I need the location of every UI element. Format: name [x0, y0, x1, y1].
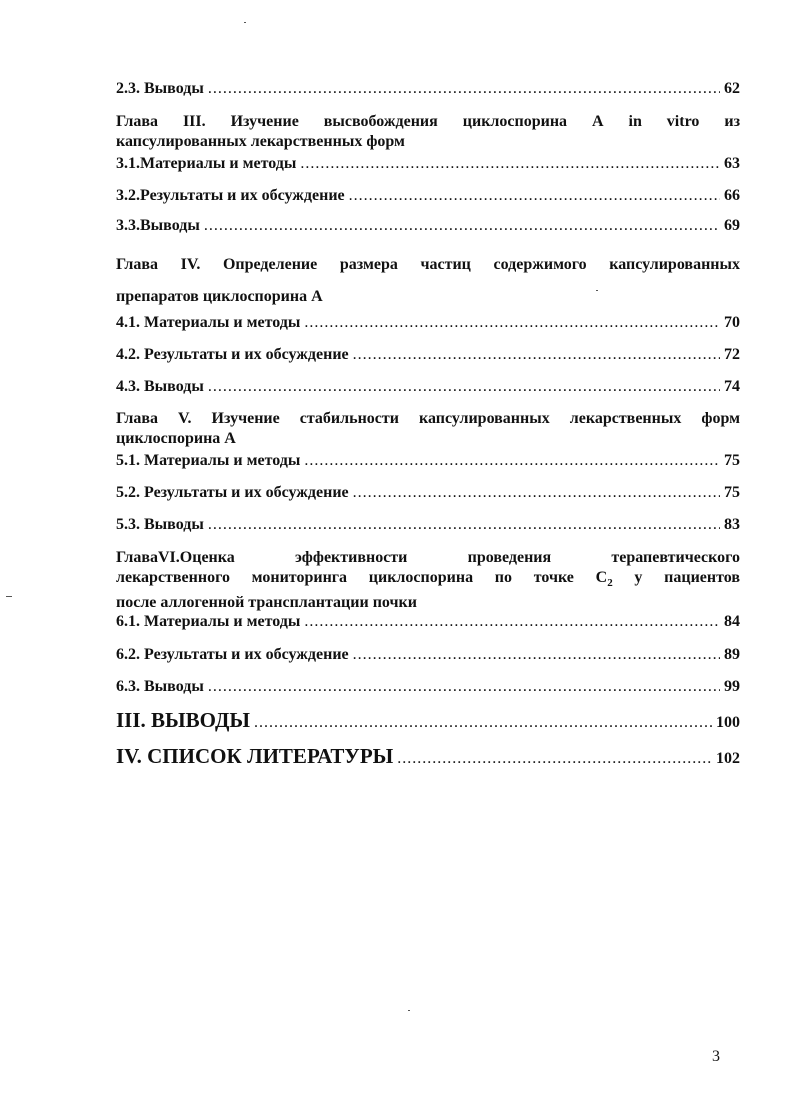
toc-entry-6-3: [116, 677, 740, 697]
dot-leader: [349, 186, 720, 206]
toc-entry-page: 100: [716, 714, 740, 731]
toc-entry-number: 3.1.: [116, 155, 140, 172]
chapter-3-line-1: Глава III. Изучение высвобождения циклоспорина А in vitro из: [116, 113, 740, 130]
chapter-4-line-1: Глава IV. Определение размера частиц содержимого капсулированных: [116, 256, 740, 273]
chapter-6-line-1: ГлаваVI.Оценка эффективности проведения терапевтического: [116, 549, 740, 566]
chapter-6-line-3: после аллогенной трансплантации почки: [116, 594, 417, 612]
toc-entry-page: 83: [724, 516, 740, 533]
dot-leader: [208, 515, 720, 535]
scan-speck: [244, 22, 246, 23]
toc-entry-3-2: [116, 186, 740, 206]
dot-leader: [397, 746, 712, 772]
dot-leader: [304, 313, 720, 333]
scan-speck: [408, 1010, 410, 1011]
toc-entry-label: IV. СПИСОК ЛИТЕРАТУРЫ: [116, 744, 394, 768]
toc-entry-label: 6.2. Результаты и их обсуждение: [116, 646, 349, 663]
toc-entry-number: 3.3.: [116, 217, 140, 234]
dot-leader: [300, 154, 720, 174]
dot-leader: [304, 451, 720, 471]
toc-entry-label: 2.3. Выводы: [116, 80, 204, 97]
toc-entry-page: 72: [724, 346, 740, 363]
toc-entry-3-3: [116, 216, 740, 236]
chapter-3-line-2: капсулированных лекарственных форм: [116, 133, 405, 150]
toc-entry-page: 66: [724, 187, 740, 204]
toc-entry-label: 5.2. Результаты и их обсуждение: [116, 484, 349, 501]
chapter-5-heading: [116, 409, 740, 449]
toc-entry-2-3: [116, 79, 740, 99]
toc-entry-page: 70: [724, 314, 740, 331]
toc-entry-4-1: [116, 313, 740, 333]
chapter-5-line-2: циклоспорина А: [116, 430, 236, 447]
chapter-6-line-2: [116, 568, 740, 593]
toc-entry-5-2: [116, 483, 740, 503]
toc-entry-label: 4.3. Выводы: [116, 378, 204, 395]
toc-entry-label: Выводы: [140, 217, 200, 234]
toc-entry-label: 5.3. Выводы: [116, 516, 204, 533]
toc-entry-label: 4.1. Материалы и методы: [116, 314, 301, 331]
toc-entry-label: Результаты и их обсуждение: [140, 187, 345, 204]
dot-leader: [353, 645, 720, 665]
toc-entry-page: 102: [716, 750, 740, 767]
toc-entry-page: 84: [724, 613, 740, 630]
toc-entry-label: III. ВЫВОДЫ: [116, 708, 251, 732]
scan-speck: [6, 596, 12, 597]
toc-entry-3-1: [116, 154, 740, 174]
toc-part-3: [116, 707, 740, 736]
toc-entry-label: 6.3. Выводы: [116, 678, 204, 695]
toc-entry-6-1: [116, 612, 740, 632]
chapter-5-line-1: Глава V. Изучение стабильности капсулированных лекарственных форм: [116, 410, 740, 427]
toc-entry-4-2: [116, 345, 740, 365]
toc-entry-page: 74: [724, 378, 740, 395]
dot-leader: [353, 345, 720, 365]
toc-entry-6-2: [116, 645, 740, 665]
chapter-4-line-2: препаратов циклоспорина А: [116, 288, 323, 305]
chapter-6-heading: [116, 548, 740, 613]
toc-entry-4-3: [116, 377, 740, 397]
subscript: 2: [607, 577, 613, 590]
dot-leader: [208, 377, 720, 397]
toc-part-4: [116, 743, 740, 772]
dot-leader: [204, 216, 720, 236]
toc-entry-number: 3.2.: [116, 187, 140, 204]
chapter-3-heading: [116, 112, 740, 152]
toc-entry-page: 75: [724, 484, 740, 501]
dot-leader: [208, 79, 720, 99]
dot-leader: [254, 710, 712, 736]
toc-entry-label: 4.2. Результаты и их обсуждение: [116, 346, 349, 363]
toc-entry-label: Материалы и методы: [140, 155, 297, 172]
chapter-6-line-2-text: лекарственного мониторинга циклоспорина по точке С: [116, 569, 608, 586]
chapter-6-line-2-tail: у пациентов: [612, 569, 740, 586]
chapter-4-heading: [116, 249, 740, 313]
toc-entry-page: 89: [724, 646, 740, 663]
dot-leader: [208, 677, 720, 697]
toc-entry-page: 99: [724, 678, 740, 695]
toc-entry-page: 75: [724, 452, 740, 469]
toc-entry-label: 6.1. Материалы и методы: [116, 613, 301, 630]
toc-entry-page: 69: [724, 217, 740, 234]
toc-entry-5-1: [116, 451, 740, 471]
dot-leader: [304, 612, 720, 632]
page-number: 3: [712, 1048, 720, 1065]
toc-entry-page: 62: [724, 80, 740, 97]
toc-entry-label: 5.1. Материалы и методы: [116, 452, 301, 469]
toc-entry-5-3: [116, 515, 740, 535]
dot-leader: [353, 483, 720, 503]
toc-entry-page: 63: [724, 155, 740, 172]
